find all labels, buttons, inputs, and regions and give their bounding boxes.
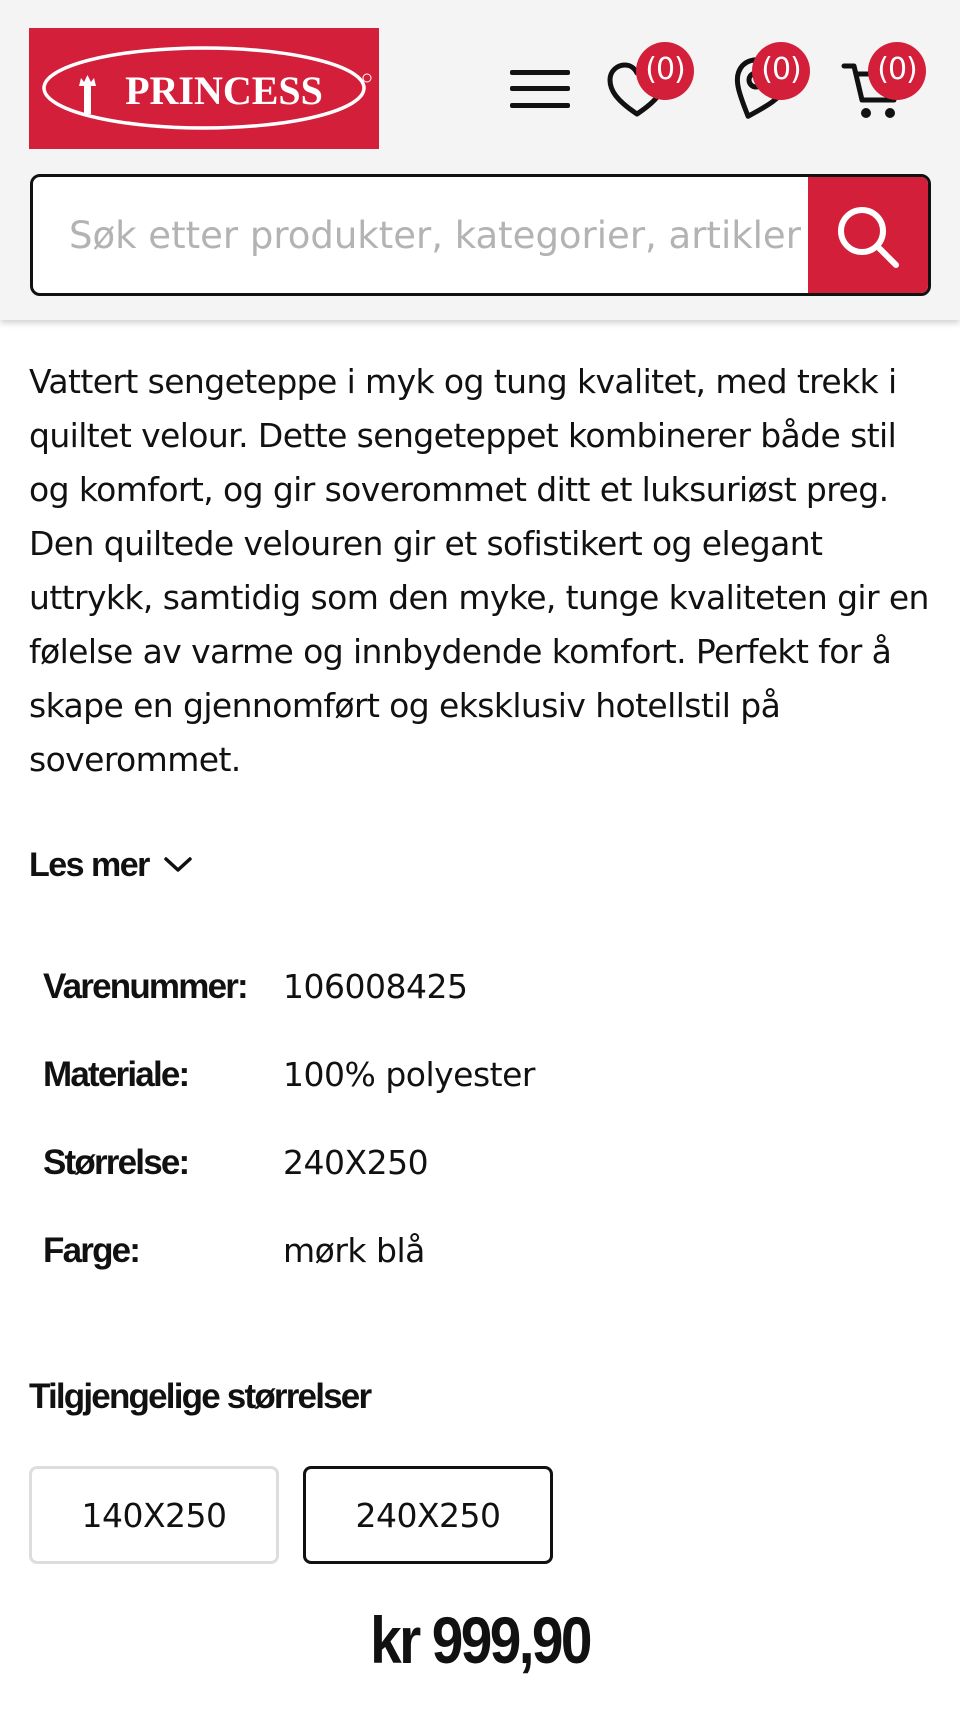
product-price: kr 999,90 bbox=[370, 1603, 590, 1677]
wishlist-button[interactable] bbox=[600, 42, 704, 138]
spec-value: mørk blå bbox=[283, 1231, 425, 1270]
cart-button[interactable] bbox=[838, 42, 942, 138]
stores-count-badge: (0) bbox=[752, 42, 810, 100]
menu-button[interactable] bbox=[508, 66, 572, 112]
svg-text:PRINCESS: PRINCESS bbox=[125, 68, 323, 113]
spec-value: 240X250 bbox=[283, 1143, 429, 1182]
logo-graphic bbox=[29, 28, 379, 149]
search-button[interactable] bbox=[808, 177, 928, 293]
available-sizes-heading: Tilgjengelige størrelser bbox=[29, 1377, 371, 1416]
spec-label: Farge: bbox=[43, 1231, 140, 1270]
crown-icon bbox=[79, 75, 96, 114]
spec-row-material bbox=[43, 1050, 843, 1100]
spec-row-color bbox=[43, 1226, 843, 1276]
store-locator-button[interactable] bbox=[722, 42, 826, 138]
spec-label: Materiale: bbox=[43, 1055, 189, 1094]
cart-count-badge: (0) bbox=[868, 42, 926, 100]
spec-row-item-number bbox=[43, 962, 843, 1012]
spec-row-size bbox=[43, 1138, 843, 1188]
product-description: Vattert sengeteppe i myk og tung kvalitet, med trekk i quiltet velour. Dette sengeteppet kombinerer både stil og komfort, og gir soverommet ditt et luksuriøst preg. Den quiltede velouren gir et sofistikert og elegant uttrykk, samtidig som den myke, tunge kvaliteten gir en følelse av varme og innbydende komfort. Perfekt for å skape en gjennomført og eksklusiv hotellstil på soverommet. bbox=[29, 362, 929, 779]
wishlist-count-badge: (0) bbox=[636, 42, 694, 100]
spec-label: Størrelse: bbox=[43, 1143, 189, 1182]
spec-value: 106008425 bbox=[283, 967, 468, 1006]
read-more-label: Les mer bbox=[29, 846, 149, 884]
search-icon bbox=[834, 203, 902, 271]
search-bar bbox=[30, 174, 931, 296]
menu-icon-bar bbox=[510, 103, 570, 108]
menu-icon-bar bbox=[510, 70, 570, 75]
spec-label: Varenummer: bbox=[43, 967, 247, 1006]
chevron-down-icon bbox=[163, 856, 193, 874]
search-input[interactable] bbox=[33, 177, 811, 293]
size-option-240x250[interactable]: 240X250 bbox=[303, 1466, 553, 1564]
size-option-140x250[interactable]: 140X250 bbox=[29, 1466, 279, 1564]
spec-value: 100% polyester bbox=[283, 1055, 535, 1094]
read-more-toggle[interactable] bbox=[29, 842, 193, 888]
princess-logo[interactable] bbox=[29, 28, 379, 149]
site-header bbox=[0, 0, 960, 320]
menu-icon-bar bbox=[510, 86, 570, 91]
